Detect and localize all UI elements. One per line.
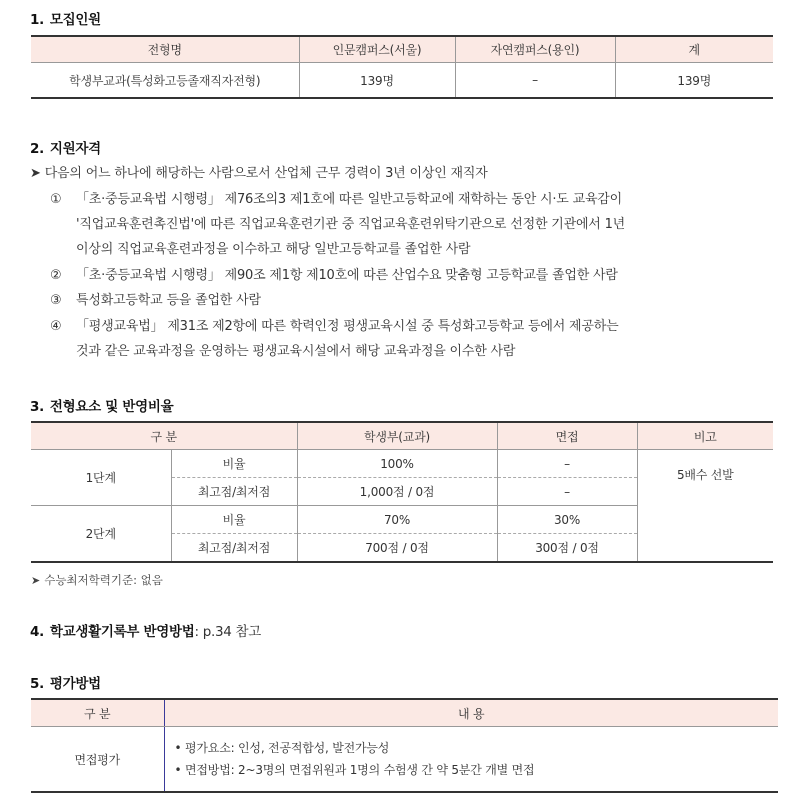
section5-title: 평가방법 bbox=[49, 676, 101, 692]
table-cell: 139명 bbox=[677, 73, 712, 88]
item-marker: ④ bbox=[50, 319, 62, 334]
header-cell: 인문캠퍼스(서울) bbox=[299, 36, 455, 63]
table-cell: 최고점/최저점 bbox=[171, 534, 297, 563]
table-cell: 학생부교과(특성화고등졸재직자전형) bbox=[31, 63, 299, 99]
table-cell: 비율 bbox=[171, 506, 297, 534]
section1-title: 모집인원 bbox=[49, 12, 101, 28]
table-header-row bbox=[31, 36, 773, 63]
header-cell: 면접 bbox=[497, 422, 637, 450]
table-header-row bbox=[31, 422, 773, 450]
recruitment-table bbox=[31, 35, 773, 99]
list-item-continuation: '직업교육훈련촉진법'에 따른 직업교육훈련기관 중 직업교육훈련위탁기관으로 선정한 기관에서 1년 bbox=[76, 217, 626, 232]
list-item-continuation: 것과 같은 교육과정을 운영하는 평생교육시설에서 해당 교육과정을 이수한 사람 bbox=[76, 344, 516, 359]
table-row bbox=[31, 727, 778, 793]
footnote-text: 수능최저학력기준: 없음 bbox=[44, 573, 163, 587]
item-marker: ① bbox=[50, 192, 62, 207]
section2-heading bbox=[30, 137, 101, 157]
list-item bbox=[50, 315, 618, 334]
note-cell: 5배수 선발 bbox=[676, 468, 734, 482]
table-cell: 최고점/최저점 bbox=[171, 478, 297, 506]
section3-title: 전형요소 및 반영비율 bbox=[49, 399, 174, 415]
csat-footnote bbox=[31, 572, 163, 588]
intro-text: 다음의 어느 하나에 해당하는 사람으로서 산업체 근무 경력이 3년 이상인 재직자 bbox=[44, 166, 488, 181]
stage-cell: 1단계 bbox=[31, 450, 171, 506]
list-item bbox=[50, 289, 261, 308]
list-item bbox=[50, 264, 618, 283]
section5-number: 5. bbox=[30, 676, 44, 692]
section5-heading bbox=[30, 672, 101, 692]
section1-number: 1. bbox=[30, 12, 44, 28]
bullet-icon: • bbox=[174, 763, 182, 777]
header-cell: 내 용 bbox=[164, 699, 778, 727]
section1-heading bbox=[30, 8, 101, 28]
item-text: 「초·중등교육법 시행령」 제76조의3 제1호에 따른 일반고등학교에 재학하는 동안 시·도 교육감이 bbox=[76, 192, 623, 207]
table-cell: 300점 / 0점 bbox=[497, 534, 637, 563]
bullet-item bbox=[175, 737, 779, 759]
table-cell: 139명 bbox=[299, 63, 455, 99]
section4-title: 학교생활기록부 반영방법 bbox=[49, 624, 195, 640]
arrow-icon: ➤ bbox=[31, 574, 41, 587]
eligibility-intro bbox=[30, 162, 488, 181]
table-cell: – bbox=[497, 450, 637, 478]
section3-heading bbox=[30, 395, 173, 415]
header-cell: 전형명 bbox=[31, 36, 299, 63]
table-header-row bbox=[31, 699, 778, 727]
table-row bbox=[31, 63, 773, 99]
table-cell: 1,000점 / 0점 bbox=[297, 478, 497, 506]
stage-cell: 2단계 bbox=[31, 506, 171, 563]
table-cell bbox=[164, 727, 778, 793]
table-cell: 면접평가 bbox=[31, 727, 164, 793]
section4-heading bbox=[30, 620, 261, 640]
section3-number: 3. bbox=[30, 399, 44, 415]
header-cell: 구 분 bbox=[31, 422, 297, 450]
item-text: 「평생교육법」 제31조 제2항에 따른 학력인정 평생교육시설 중 특성화고등학교 등에서 제공하는 bbox=[76, 319, 619, 334]
item-text: 「초·중등교육법 시행령」 제90조 제1항 제10호에 따른 산업수요 맞춤형 고등학교를 졸업한 사람 bbox=[76, 268, 618, 283]
section2-title: 지원자격 bbox=[49, 141, 101, 157]
section4-number: 4. bbox=[30, 624, 44, 640]
table-cell: – bbox=[455, 63, 615, 99]
list-item bbox=[50, 188, 622, 207]
section2-number: 2. bbox=[30, 141, 44, 157]
bullet-text: 평가요소: 인성, 전공적합성, 발전가능성 bbox=[185, 741, 390, 755]
table-cell: 70% bbox=[297, 506, 497, 534]
header-cell: 자연캠퍼스(용인) bbox=[455, 36, 615, 63]
item-text: 특성화고등학교 등을 졸업한 사람 bbox=[76, 293, 261, 308]
item-marker: ③ bbox=[50, 293, 62, 308]
table-row bbox=[31, 450, 773, 478]
bullet-text: 면접방법: 2~3명의 면접위원과 1명의 수험생 간 약 5분간 개별 면접 bbox=[185, 763, 535, 777]
bullet-icon: • bbox=[174, 741, 182, 755]
section4-suffix: : p.34 참고 bbox=[194, 624, 262, 640]
header-cell: 학생부(교과) bbox=[297, 422, 497, 450]
list-item-continuation: 이상의 직업교육훈련과정을 이수하고 해당 일반고등학교를 졸업한 사람 bbox=[76, 242, 471, 257]
selection-ratio-table bbox=[31, 421, 773, 563]
table-cell: 100% bbox=[297, 450, 497, 478]
header-cell: 계 bbox=[615, 36, 773, 63]
arrow-icon: ➤ bbox=[30, 166, 41, 181]
evaluation-table bbox=[31, 698, 778, 793]
bullet-item bbox=[175, 759, 779, 781]
table-cell: – bbox=[497, 478, 637, 506]
header-cell: 구 분 bbox=[31, 699, 164, 727]
table-cell: 30% bbox=[497, 506, 637, 534]
table-cell: 700점 / 0점 bbox=[297, 534, 497, 563]
table-cell: 비율 bbox=[171, 450, 297, 478]
item-marker: ② bbox=[50, 268, 62, 283]
header-cell: 비고 bbox=[637, 422, 773, 450]
